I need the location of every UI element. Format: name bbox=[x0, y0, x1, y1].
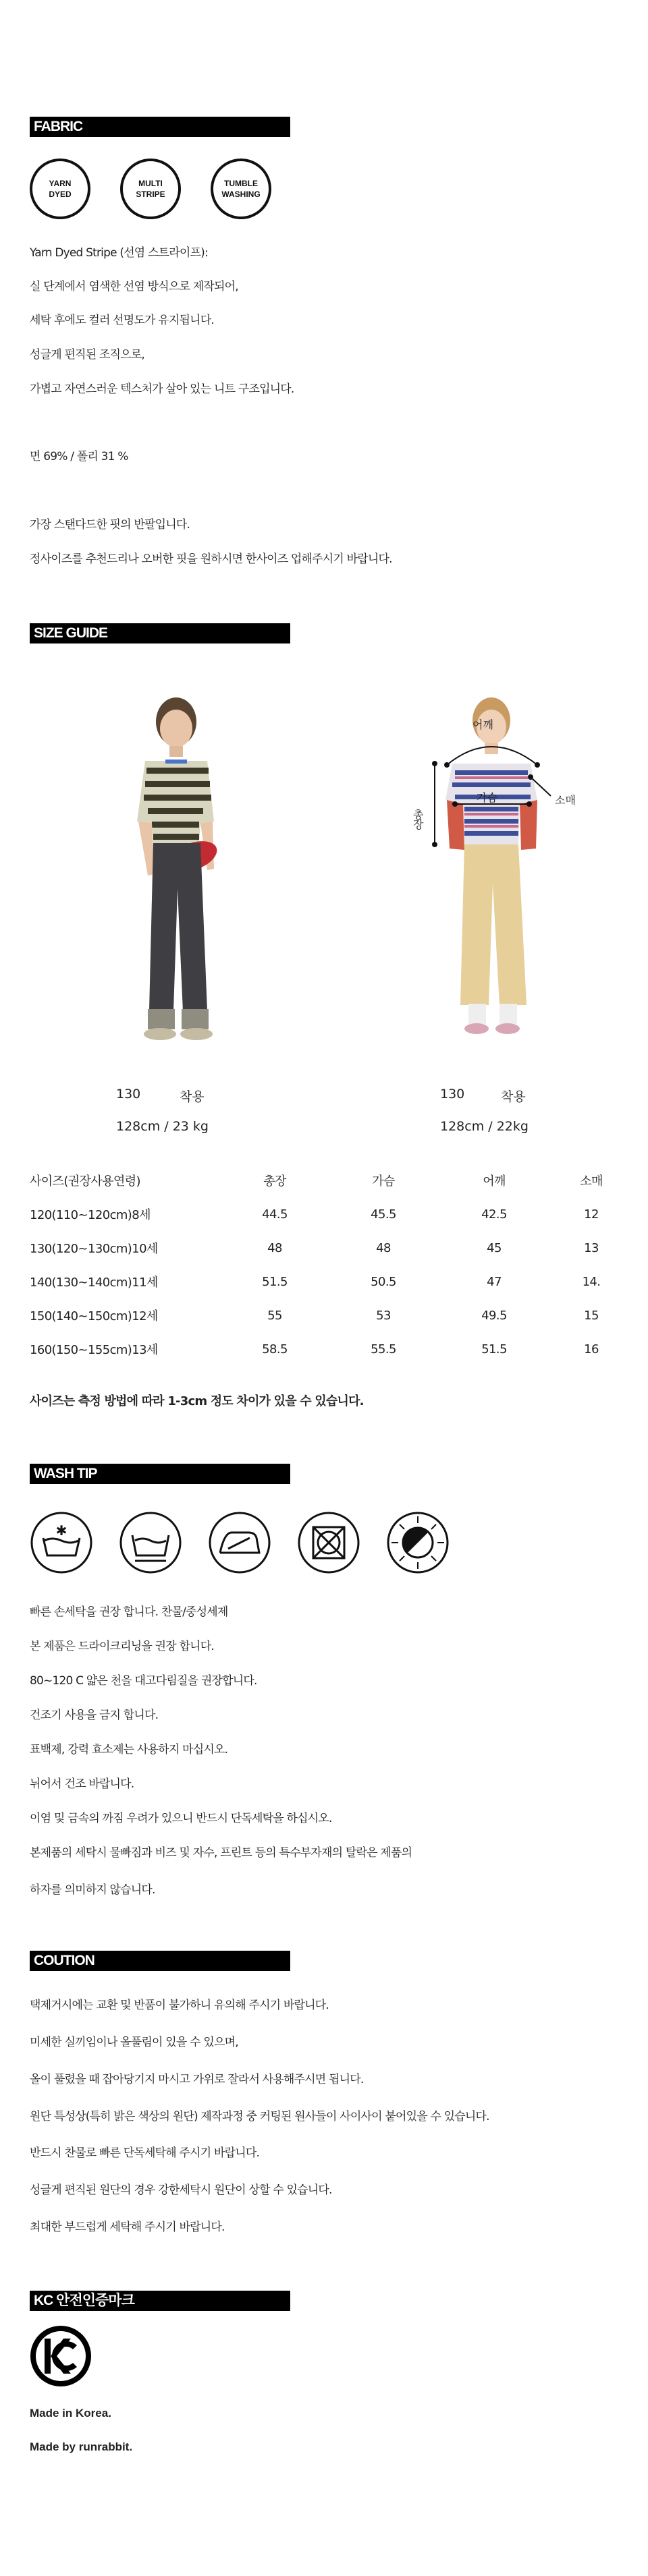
chest-cell: 50.5 bbox=[371, 1274, 396, 1289]
size-cell: 140(130~140cm)11세 bbox=[30, 1276, 158, 1290]
no-tumble-dry-icon bbox=[297, 1511, 360, 1574]
wash-line: 표백제, 강력 효소제는 사용하지 마십시오. bbox=[30, 1743, 228, 1756]
size-header-chest: 가슴 bbox=[372, 1174, 395, 1189]
fabric-line: 정사이즈를 추천드리나 오버한 핏을 원하시면 한사이즈 업해주시기 바랍니다. bbox=[30, 552, 392, 566]
yarn-dyed-badge bbox=[30, 159, 90, 219]
wash-line: 건조기 사용을 금지 합니다. bbox=[30, 1709, 159, 1722]
model-photo-1 bbox=[118, 693, 233, 1058]
size-table bbox=[30, 1164, 632, 1366]
caution-line: 미세한 실끼임이나 올풀림이 있을 수 있으며, bbox=[30, 2036, 238, 2049]
fabric-line: 세탁 후에도 컬러 선명도가 유지됩니다. bbox=[30, 314, 214, 327]
multi-stripe-label: MULTI STRIPE bbox=[136, 179, 165, 199]
sleeve-label: 소매 bbox=[555, 794, 576, 807]
size-note: 사이즈는 측정 방법에 따라 1-3cm 정도 차이가 있을 수 있습니다. bbox=[30, 1394, 364, 1408]
length-cell: 44.5 bbox=[262, 1207, 288, 1222]
table-row bbox=[30, 1332, 632, 1366]
chest-cell: 45.5 bbox=[371, 1207, 396, 1222]
caution-line: 올이 풀렸을 때 잡아당기지 마시고 가위로 잘라서 사용해주시면 됩니다. bbox=[30, 2073, 364, 2086]
svg-text:✱: ✱ bbox=[55, 1522, 68, 1539]
made-by-text: Made by runrabbit. bbox=[30, 2440, 133, 2453]
table-row bbox=[30, 1298, 632, 1332]
caution-line: 반드시 찬물로 빠른 단독세탁해 주시기 바랍니다. bbox=[30, 2146, 260, 2160]
model2-fit: 착용 bbox=[501, 1089, 526, 1104]
iron-low-icon bbox=[208, 1511, 271, 1574]
size-cell: 130(120~130cm)10세 bbox=[30, 1242, 158, 1256]
size-cell: 150(140~150cm)12세 bbox=[30, 1309, 158, 1323]
caution-line: 성글게 편직된 원단의 경우 강한세탁시 원단이 상할 수 있습니다. bbox=[30, 2183, 332, 2197]
chest-cell: 53 bbox=[376, 1308, 391, 1323]
size-header-length: 총장 bbox=[263, 1174, 286, 1189]
length-label: 총장 bbox=[413, 808, 424, 831]
model-photo-2 bbox=[432, 688, 554, 1066]
wash-line: 이염 및 금속의 까짐 우려가 있으니 반드시 단독세탁을 하십시오. bbox=[30, 1812, 332, 1825]
made-in-text: Made in Korea. bbox=[30, 2407, 111, 2420]
wash-line: 본제품의 세탁시 물빠짐과 비즈 및 자수, 프린트 등의 특수부자재의 탈락은 제품의 bbox=[30, 1846, 412, 1860]
kc-certification-mark-icon bbox=[30, 2325, 92, 2387]
fabric-line: 성글게 편직된 조직으로, bbox=[30, 348, 145, 362]
shoulder-cell: 47 bbox=[487, 1274, 502, 1289]
size-cell: 120(110~120cm)8세 bbox=[30, 1208, 151, 1222]
size-header-shoulder: 어깨 bbox=[483, 1174, 506, 1189]
chest-label: 가슴 bbox=[477, 791, 497, 804]
tumble-washing-badge bbox=[211, 159, 271, 219]
shoulder-cell: 49.5 bbox=[481, 1308, 507, 1323]
sleeve-cell: 16 bbox=[584, 1342, 599, 1356]
length-cell: 55 bbox=[267, 1308, 282, 1323]
wash-line: 빠른 손세탁을 권장 합니다. 찬물/중성세제 bbox=[30, 1605, 228, 1619]
table-row bbox=[30, 1197, 632, 1231]
fabric-line: 가장 스탠다드한 핏의 반팔입니다. bbox=[30, 518, 190, 532]
length-cell: 58.5 bbox=[262, 1342, 288, 1356]
wash-line: 본 제품은 드라이크리닝을 권장 합니다. bbox=[30, 1640, 214, 1653]
fabric-line: 실 단계에서 염색한 선염 방식으로 제작되어, bbox=[30, 280, 238, 293]
wash-line: 뉘어서 건조 바랍니다. bbox=[30, 1777, 134, 1791]
wash-line: 80~120 C 얇은 천을 대고다림질을 권장합니다. bbox=[30, 1674, 257, 1688]
model2-info: 128cm / 22kg bbox=[440, 1119, 529, 1134]
caution-line: 최대한 부드럽게 세탁해 주시기 바랍니다. bbox=[30, 2221, 225, 2234]
fabric-line: 가볍고 자연스러운 텍스처가 살아 있는 니트 구조입니다. bbox=[30, 382, 294, 396]
caution-line: 택제거시에는 교환 및 반품이 불가하니 유의해 주시기 바랍니다. bbox=[30, 1999, 329, 2012]
sleeve-cell: 13 bbox=[584, 1240, 599, 1255]
model1-size: 130 bbox=[116, 1087, 141, 1101]
shoulder-cell: 42.5 bbox=[481, 1207, 507, 1222]
length-cell: 48 bbox=[267, 1240, 282, 1255]
wash-tip-header: WASH TIP bbox=[30, 1464, 290, 1484]
sleeve-cell: 15 bbox=[584, 1308, 599, 1323]
no-dry-clean-icon bbox=[386, 1511, 450, 1574]
caution-header: COUTION bbox=[30, 1951, 290, 1971]
multi-stripe-badge bbox=[120, 159, 181, 219]
hand-wash-icon bbox=[30, 1511, 93, 1574]
yarn-dyed-label: YARN DYED bbox=[49, 179, 72, 199]
model1-info: 128cm / 23 kg bbox=[116, 1119, 209, 1134]
size-header-sleeve: 소매 bbox=[580, 1174, 603, 1189]
fabric-header: FABRIC bbox=[30, 117, 290, 137]
size-table-header bbox=[30, 1164, 632, 1197]
size-cell: 160(150~155cm)13세 bbox=[30, 1343, 158, 1357]
fabric-line: Yarn Dyed Stripe (선염 스트라이프): bbox=[30, 246, 208, 260]
size-header-size: 사이즈(권장사용연령) bbox=[30, 1174, 140, 1189]
chest-cell: 48 bbox=[376, 1240, 391, 1255]
wash-line: 하자를 의미하지 않습니다. bbox=[30, 1883, 155, 1897]
caution-line: 원단 특성상(특히 밝은 색상의 원단) 제작과정 중 커팅된 원사들이 사이사이 붙어있을 수 있습니다. bbox=[30, 2110, 489, 2123]
model2-size: 130 bbox=[440, 1087, 465, 1101]
shoulder-cell: 51.5 bbox=[481, 1342, 507, 1356]
sleeve-cell: 14. bbox=[582, 1274, 601, 1289]
table-row bbox=[30, 1265, 632, 1298]
kc-header: KC 안전인증마크 bbox=[30, 2291, 290, 2311]
model1-fit: 착용 bbox=[180, 1089, 205, 1104]
shoulder-cell: 45 bbox=[487, 1240, 502, 1255]
shoulder-label: 어깨 bbox=[473, 718, 493, 731]
table-row bbox=[30, 1231, 632, 1265]
fabric-composition: 면 69% / 폴리 31 % bbox=[30, 450, 128, 463]
sleeve-cell: 12 bbox=[584, 1207, 599, 1222]
length-cell: 51.5 bbox=[262, 1274, 288, 1289]
size-guide-header: SIZE GUIDE bbox=[30, 623, 290, 643]
gentle-wash-icon bbox=[119, 1511, 182, 1574]
tumble-washing-label: TUMBLE WASHING bbox=[221, 179, 261, 199]
chest-cell: 55.5 bbox=[371, 1342, 396, 1356]
